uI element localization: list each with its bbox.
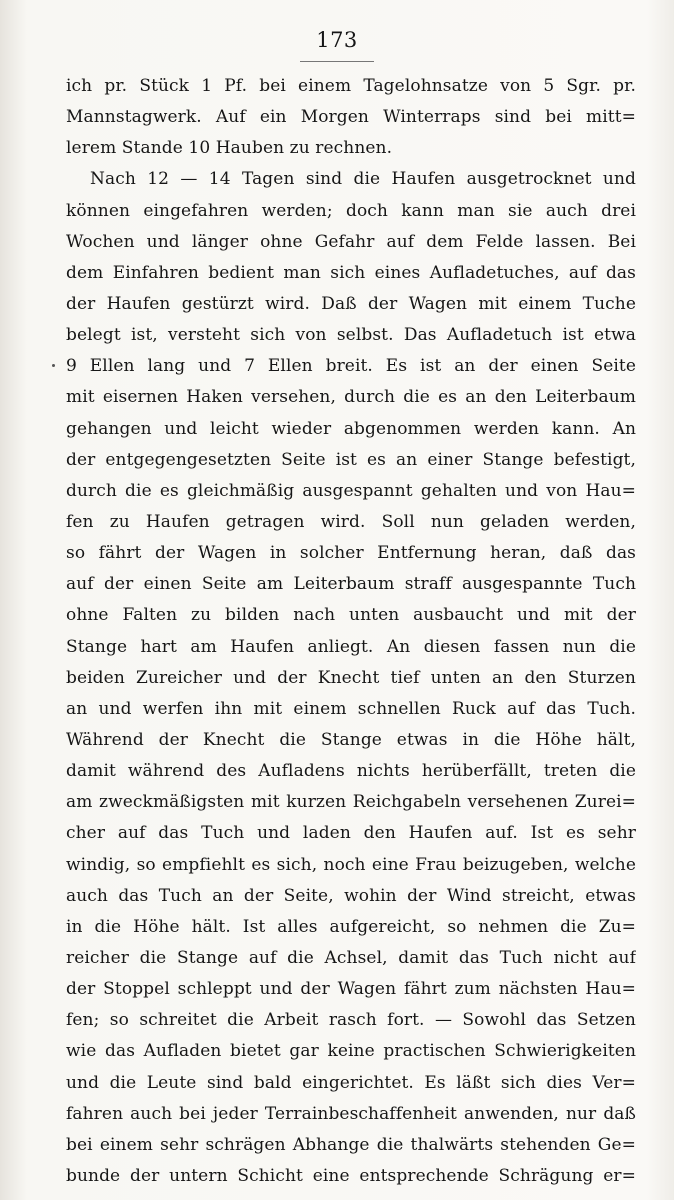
text-line: damit während des Aufladens nichts herüberfällt, treten die — [66, 761, 636, 782]
text-line: belegt ist, versteht sich von selbst. Das Aufladetuch ist etwa — [66, 325, 636, 346]
text-line: Mannstagwerk. Auf ein Morgen Winterraps sind bei mitt= — [66, 107, 636, 128]
text-line: Während der Knecht die Stange etwas in die Höhe hält, — [66, 729, 636, 750]
text-line: fen zu Haufen getragen wird. Soll nun geladen werden, — [66, 511, 636, 532]
text-line: der Haufen gestürzt wird. Daß der Wagen mit einem Tuche — [66, 293, 636, 314]
text-line: dem Einfahren bedient man sich eines Aufladetuches, auf das — [66, 262, 636, 283]
text-line: fen; so schreitet die Arbeit rasch fort. — Sowohl das Setzen — [66, 1010, 636, 1031]
text-line: der Stoppel schleppt und der Wagen fährt zum nächsten Hau= — [66, 979, 636, 1000]
text-line: 9 Ellen lang und 7 Ellen breit. Es ist an der einen Seite — [66, 356, 636, 377]
text-line: ich pr. Stück 1 Pf. bei einem Tagelohnsatze von 5 Sgr. pr. — [66, 76, 636, 96]
text-line: gehangen und leicht wieder abgenommen werden kann. An — [66, 418, 636, 439]
text-line: ohne Falten zu bilden nach unten ausbaucht und mit der — [66, 605, 636, 626]
text-line: Wochen und länger ohne Gefahr auf dem Felde lassen. Bei — [66, 231, 636, 252]
text-line: Nach 12 — 14 Tagen sind die Haufen ausgetrocknet und — [90, 169, 636, 190]
text-line: Stange hart am Haufen anliegt. An diesen fassen nun die — [66, 636, 636, 657]
text-line: können eingefahren werden; doch kann man sie auch drei — [66, 200, 636, 221]
text-line: lerem Stande 10 Hauben zu rechnen. — [66, 138, 393, 159]
text-line: beiden Zureicher und der Knecht tief unten an den Sturzen — [66, 667, 636, 688]
text-line: auf der einen Seite am Leiterbaum straff ausgespannte Tuch — [66, 574, 636, 595]
text-line: auch das Tuch an der Seite, wohin der Wind streicht, etwas — [66, 885, 636, 906]
text-line: an und werfen ihn mit einem schnellen Ruck auf das Tuch. — [66, 698, 636, 719]
text-line: windig, so empfiehlt es sich, noch eine Frau beizugeben, welche — [66, 854, 636, 875]
text-line: so fährt der Wagen in solcher Entfernung heran, daß das — [66, 543, 636, 564]
header-rule — [300, 61, 374, 62]
text-line: bunde der untern Schicht eine entsprechende Schrägung er= — [66, 1165, 636, 1186]
text-line: durch die es gleichmäßig ausgespannt gehalten und von Hau= — [66, 480, 636, 501]
text-line: fahren auch bei jeder Terrainbeschaffenheit anwenden, nur daß — [66, 1103, 636, 1124]
scan-speck — [52, 364, 55, 367]
text-line: cher auf das Tuch und laden den Haufen auf. Ist es sehr — [66, 823, 636, 844]
body-text — [66, 71, 636, 1192]
text-line: reicher die Stange auf die Achsel, damit das Tuch nicht auf — [66, 947, 636, 968]
text-line: der entgegengesetzten Seite ist es an einer Stange befestigt, — [66, 449, 636, 470]
text-line: und die Leute sind bald eingerichtet. Es läßt sich dies Ver= — [66, 1072, 636, 1093]
text-line: bei einem sehr schrägen Abhange die thalwärts stehenden Ge= — [66, 1134, 636, 1155]
text-line: am zweckmäßigsten mit kurzen Reichgabeln versehenen Zurei= — [66, 792, 636, 813]
page-number: 173 — [316, 28, 358, 52]
text-line: in die Höhe hält. Ist alles aufgereicht, so nehmen die Zu= — [66, 916, 636, 937]
text-line: wie das Aufladen bietet gar keine practischen Schwierigkeiten — [66, 1041, 636, 1062]
text-line: mit eisernen Haken versehen, durch die es an den Leiterbaum — [66, 387, 636, 408]
